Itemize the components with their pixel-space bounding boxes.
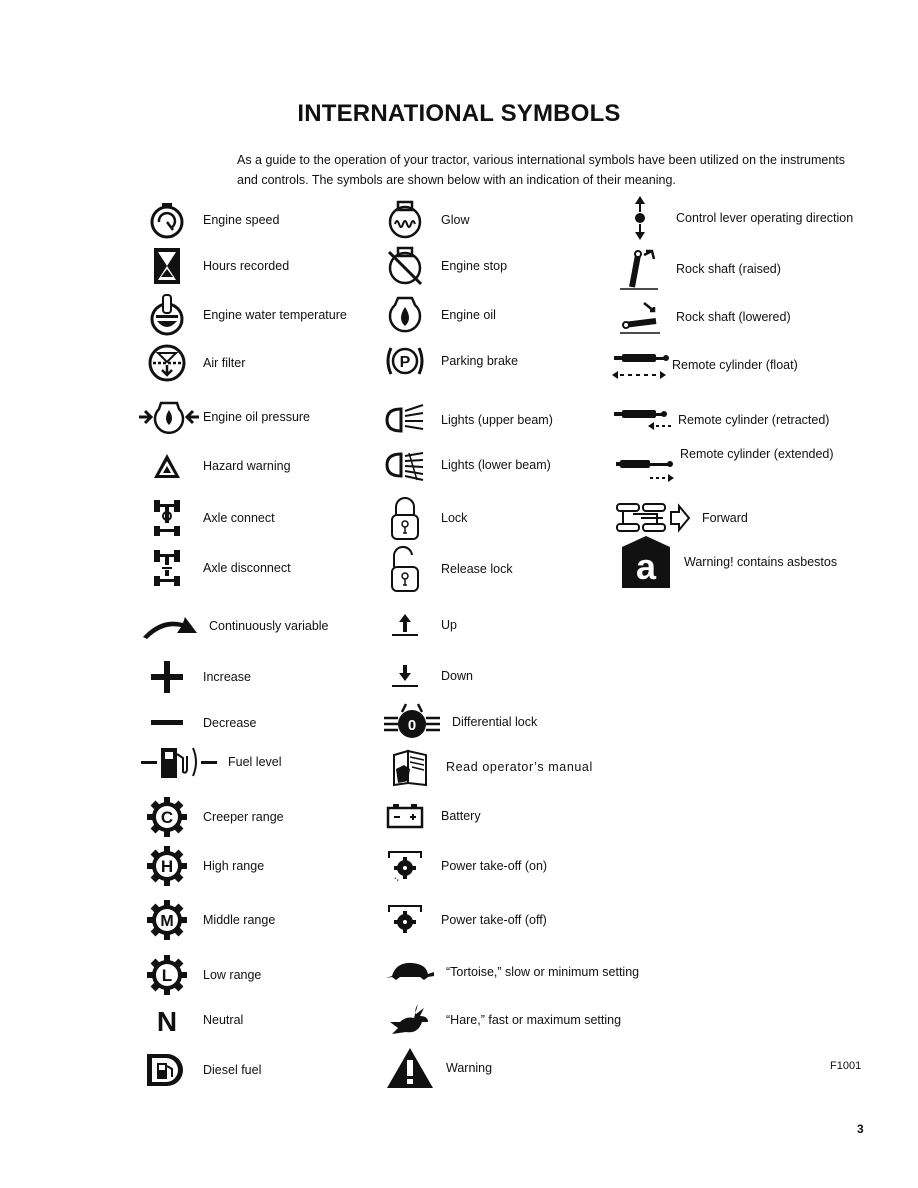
svg-text:M: M — [160, 913, 174, 930]
symbol-item — [610, 343, 798, 387]
warning-icon — [380, 1046, 440, 1090]
svg-text:D: D — [145, 1052, 146, 1053]
neutral-icon — [137, 998, 197, 1042]
symbol-label: Air filter — [203, 356, 246, 370]
symbol-label: Middle range — [203, 913, 276, 927]
high-range-icon — [137, 844, 197, 888]
symbol-item — [137, 1048, 261, 1092]
hazard-warning-icon — [137, 444, 197, 488]
axle-connect-icon — [137, 496, 197, 540]
symbol-item — [375, 198, 469, 242]
symbol-label: Engine oil pressure — [203, 410, 311, 424]
page-title: INTERNATIONAL SYMBOLS — [297, 100, 621, 127]
symbol-item — [610, 398, 829, 442]
asbestos-warning-icon — [616, 534, 676, 590]
symbol-item — [375, 244, 507, 288]
down-icon — [375, 654, 435, 698]
figure-code: F1001 — [830, 1060, 862, 1072]
symbol-item — [137, 701, 257, 745]
continuously-variable-icon — [137, 604, 201, 648]
symbol-item — [137, 341, 245, 385]
symbol-label: Lights (upper beam) — [441, 413, 553, 427]
decrease-icon — [137, 701, 197, 745]
symbol-label: Creeper range — [203, 810, 284, 824]
symbol-label: “Hare,” fast or maximum setting — [446, 1013, 622, 1027]
symbol-label: “Tortoise,” slow or minimum setting — [446, 965, 640, 979]
symbol-label: Increase — [203, 670, 251, 684]
symbol-label: Up — [441, 618, 457, 632]
symbol-label: Decrease — [203, 716, 257, 730]
symbol-label: Release lock — [441, 562, 513, 576]
svg-text:a: a — [635, 546, 657, 587]
remote-cylinder-extended-icon — [614, 448, 680, 492]
symbol-item — [375, 603, 457, 647]
symbol-item — [375, 339, 518, 383]
symbol-label: Warning! contains asbestos — [684, 555, 838, 569]
remote-cylinder-retracted-icon — [610, 398, 676, 442]
tortoise-icon — [380, 950, 440, 994]
symbol-label: Lock — [441, 511, 468, 525]
low-range-icon — [137, 953, 197, 997]
symbol-item — [380, 1046, 492, 1090]
symbol-item — [137, 293, 347, 337]
symbol-label: Rock shaft (lowered) — [676, 310, 791, 324]
symbol-item — [616, 540, 838, 587]
symbol-item — [375, 654, 473, 698]
symbol-label: Glow — [441, 213, 470, 227]
symbol-label: Fuel level — [228, 755, 282, 769]
power-take-off-off-icon — [375, 898, 435, 942]
symbol-item — [137, 998, 243, 1042]
symbol-item — [137, 198, 279, 242]
engine-stop-icon — [375, 244, 435, 288]
symbol-label: Warning — [446, 1061, 493, 1075]
lights-lower-beam-icon — [375, 443, 435, 487]
symbol-item — [137, 444, 291, 488]
axle-disconnect-icon — [137, 546, 197, 590]
symbol-label: Axle connect — [203, 511, 275, 525]
symbol-item — [137, 395, 310, 439]
symbol-label: Power take-off (on) — [441, 859, 548, 873]
symbol-item — [375, 293, 496, 337]
engine-oil-icon — [375, 293, 435, 337]
symbol-label: Low range — [203, 968, 262, 982]
svg-text:H: H — [160, 857, 174, 876]
symbol-label: Continuously variable — [209, 619, 329, 633]
symbol-label: Parking brake — [441, 354, 519, 368]
glow-icon — [375, 198, 435, 242]
symbol-label: Forward — [702, 511, 748, 525]
symbol-label: Hazard warning — [203, 459, 291, 473]
symbol-item — [137, 844, 264, 888]
symbol-item — [610, 196, 853, 240]
symbol-item — [137, 953, 261, 997]
symbol-item — [137, 655, 251, 699]
symbol-label: Control lever operating direction — [676, 211, 854, 225]
creeper-range-icon — [137, 795, 197, 839]
release-lock-icon — [375, 547, 435, 591]
battery-icon — [375, 794, 435, 838]
lights-upper-beam-icon — [375, 398, 435, 442]
symbol-item — [375, 398, 553, 442]
hours-recorded-icon — [137, 244, 197, 288]
symbol-label: Engine stop — [441, 259, 508, 273]
air-filter-icon — [137, 341, 197, 385]
lock-icon — [375, 496, 435, 540]
parking-brake-icon — [375, 339, 435, 383]
symbol-item — [610, 295, 791, 339]
up-icon — [375, 603, 435, 647]
symbol-item — [137, 546, 291, 590]
symbol-item — [380, 745, 593, 789]
symbol-label: Differential lock — [452, 715, 538, 729]
increase-icon — [137, 655, 197, 699]
svg-text:P: P — [399, 354, 411, 371]
differential-lock-icon — [380, 700, 444, 744]
engine-oil-pressure-icon — [137, 395, 201, 439]
symbol-label: Neutral — [203, 1013, 244, 1027]
symbol-label: High range — [203, 859, 265, 873]
read-operators-manual-icon — [380, 745, 440, 789]
fuel-level-icon — [140, 740, 220, 784]
symbol-item — [137, 604, 329, 648]
symbol-label: Diesel fuel — [203, 1063, 262, 1077]
hare-icon — [380, 998, 440, 1042]
symbol-label: Engine speed — [203, 213, 280, 227]
symbol-label: Axle disconnect — [203, 561, 291, 575]
engine-speed-icon — [137, 198, 197, 242]
symbol-label: Remote cylinder (float) — [672, 358, 798, 372]
symbol-label: Hours recorded — [203, 259, 290, 273]
symbol-item — [375, 794, 481, 838]
symbol-item — [137, 244, 289, 288]
svg-text:0: 0 — [407, 717, 417, 734]
symbol-item — [380, 950, 639, 994]
symbol-label: Read operator’s manual — [446, 760, 593, 774]
symbol-label: Remote cylinder (retracted) — [678, 413, 830, 427]
symbol-item — [140, 740, 282, 784]
symbol-item — [137, 898, 275, 942]
symbol-item — [137, 795, 284, 839]
symbol-item — [375, 844, 547, 888]
symbol-label: Remote cylinder (extended) — [680, 447, 834, 461]
symbol-item — [375, 496, 467, 540]
symbol-item — [137, 496, 275, 540]
symbol-item — [375, 443, 551, 487]
power-take-off-on-icon — [375, 844, 435, 888]
symbol-label: Down — [441, 669, 473, 683]
middle-range-icon — [137, 898, 197, 942]
page-number: 3 — [857, 1122, 864, 1136]
symbol-label: Power take-off (off) — [441, 913, 547, 927]
symbol-label: Rock shaft (raised) — [676, 262, 781, 276]
diesel-fuel-icon — [137, 1048, 197, 1092]
engine-water-temperature-icon — [137, 293, 197, 337]
symbol-label: Engine water temperature — [203, 308, 347, 322]
rock-shaft-lowered-icon — [610, 295, 670, 339]
svg-text:N: N — [156, 1006, 178, 1035]
symbol-label: Battery — [441, 809, 481, 823]
symbol-item — [380, 998, 621, 1042]
symbol-item — [380, 700, 537, 744]
remote-cylinder-float-icon — [610, 343, 670, 387]
symbol-label: Lights (lower beam) — [441, 458, 551, 472]
svg-text:C: C — [160, 808, 174, 827]
symbol-item — [610, 247, 781, 291]
symbol-item — [375, 547, 513, 591]
svg-text:L: L — [161, 966, 173, 985]
control-lever-direction-icon — [610, 196, 670, 240]
symbol-label: Engine oil — [441, 308, 496, 322]
intro-paragraph: As a guide to the operation of your tractor, various international symbols have been utilized on the instruments and controls. The symbols are shown below with an indication of their meaning. — [237, 153, 845, 187]
rock-shaft-raised-icon — [610, 247, 670, 291]
symbol-item — [614, 448, 834, 492]
symbol-item — [375, 898, 547, 942]
